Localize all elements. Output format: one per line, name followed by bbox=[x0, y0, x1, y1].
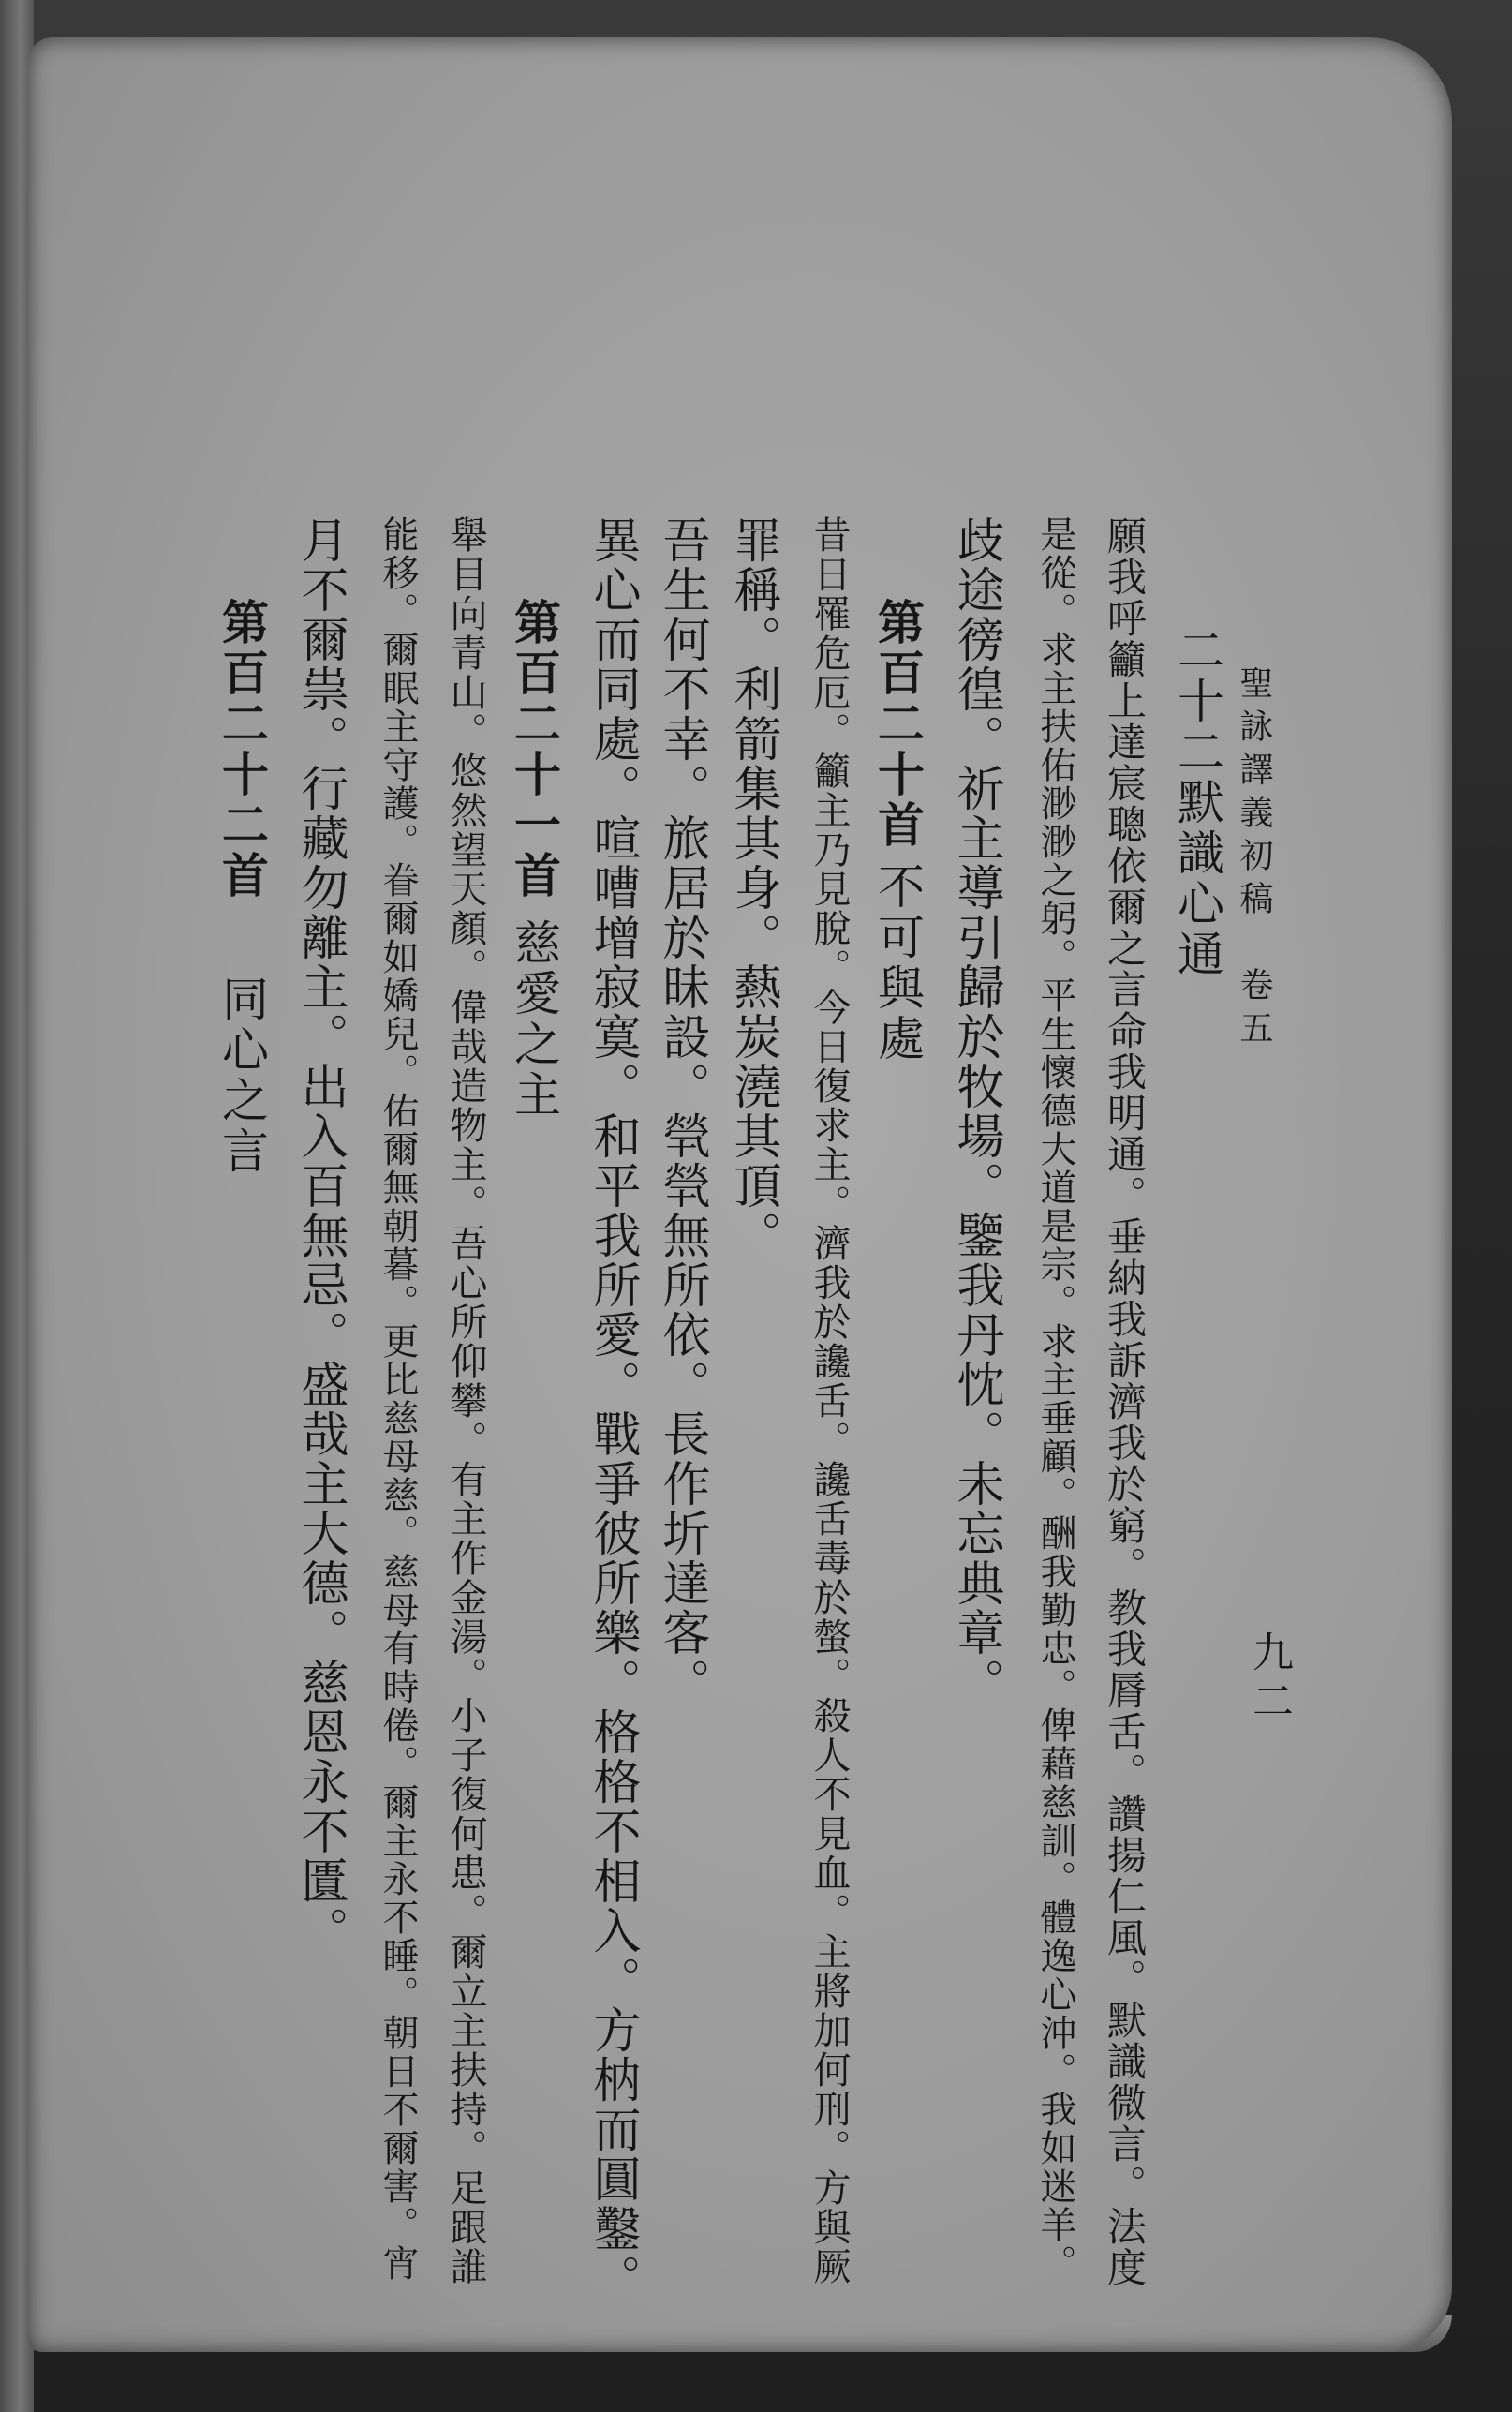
page-number: 九二 bbox=[1245, 1630, 1293, 1728]
psalm-line: 罪稱。利箭集其身。爇炭澆其頂。 bbox=[725, 515, 780, 1260]
psalm-line: 月不爾祟。行藏勿離主。出入百無忌。盛哉主大德。慈恩永不匱。 bbox=[292, 515, 348, 1956]
psalm-subtitle: 同心之言 bbox=[215, 975, 269, 1177]
psalm-line: 歧途徬徨。祈主導引歸於牧場。鑒我丹忱。未忘典章。 bbox=[948, 515, 1003, 1707]
psalm-line: 願我呼籲上達宸聰依爾之言命我明通。垂納我訴濟我於窮。教我脣舌。讚揚仁風。默識微言。法度 bbox=[1102, 515, 1148, 2288]
psalm-line: 異心而同處。喧嘈增寂寞。和平我所愛。戰爭彼所樂。格格不相入。方枘而圓鑿。 bbox=[585, 515, 640, 2303]
psalm-line: 吾生何不幸。旅居於昧設。煢煢無所依。長作圻達客。 bbox=[654, 515, 709, 1707]
psalm-heading: 第百二十首 bbox=[870, 598, 926, 851]
psalm-line: 舉目向青山。悠然望天顏。偉哉造物主。吾心所仰攀。有主作金湯。小子復何患。爾立主扶持。足跟誰 bbox=[444, 515, 487, 2286]
psalm-line: 昔日罹危厄。籲主乃見脫。今日復求主。濟我於讒舌。讒舌毒於螫。殺人不見血。主將加何刑。方與厥 bbox=[808, 515, 851, 2286]
psalm-subtitle: 慈愛之主 bbox=[507, 918, 561, 1121]
psalm-subtitle: 不可與處 bbox=[870, 862, 925, 1065]
psalm-line: 能移。爾眠主守護。眷爾如嬌兒。佑爾無朝暮。更比慈母慈。慈母有時倦。爾主永不睡。朝日不爾害。宵 bbox=[377, 515, 419, 2283]
psalm-heading: 第百二十二首 bbox=[215, 598, 270, 901]
psalm-line: 是從。求主扶佑渺渺之躬。平生懷德大道是宗。求主垂顧。酬我勤忠。俾藉慈訓。體逸心沖。我如迷羊。 bbox=[1034, 515, 1076, 2283]
running-head: 聖詠譯義初稿 卷五 bbox=[1235, 665, 1273, 1053]
psalm-title-continued: 二十二默識心通 bbox=[1170, 626, 1224, 980]
psalm-heading: 第百二十一首 bbox=[507, 598, 562, 901]
book-page bbox=[28, 37, 1452, 2352]
